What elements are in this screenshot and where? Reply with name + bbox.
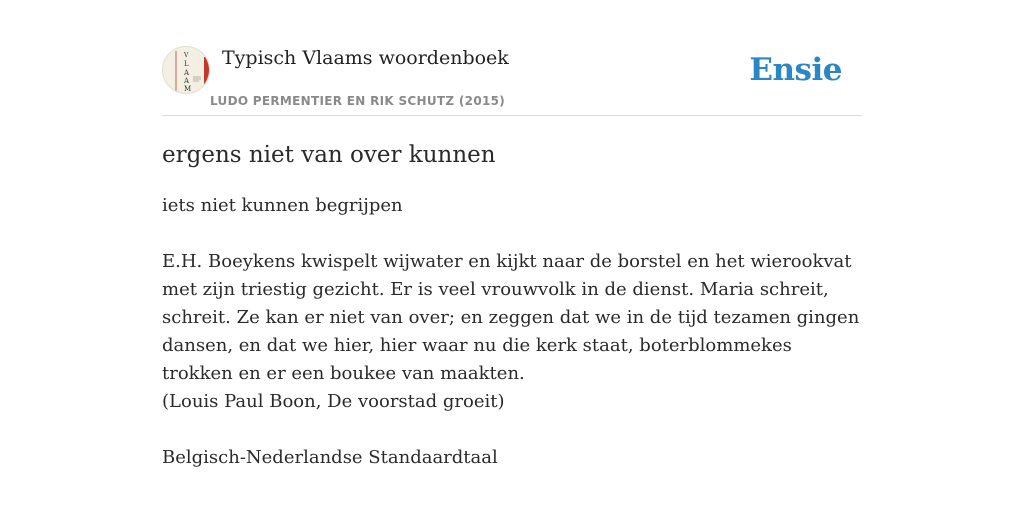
source-title[interactable]: Typisch Vlaams woordenboek <box>222 47 509 69</box>
source-authors: LUDO PERMENTIER EN RIK SCHUTZ (2015) <box>210 94 506 108</box>
definition-block <box>162 192 862 472</box>
headword: ergens niet van over kunnen <box>162 142 496 168</box>
register-label: Belgisch-Nederlandse Standaardtaal <box>162 447 498 468</box>
book-cover-image[interactable] <box>162 46 210 94</box>
example-citation: (Louis Paul Boon, De voorstad groeit) <box>162 391 505 412</box>
entry-page <box>162 0 862 468</box>
definition-text: iets niet kunnen begrijpen <box>162 195 403 216</box>
source-header <box>162 0 862 116</box>
svg-text:M: M <box>184 85 192 93</box>
example-quote: E.H. Boeykens kwispelt wijwater en kijkt naar de borstel en het wierookvat met zijn triestig gezicht. Er is veel vrouwvolk in de dienst. Maria schreit, schreit. Ze kan er niet van over; en zeggen dat we in de tijd tezamen gingen dansen, en dat we hier, hier waar nu die kerk staat, boterblommekes trokken en er een boukee van maakten. <box>162 251 860 384</box>
svg-text:A: A <box>184 69 190 77</box>
ensie-logo[interactable]: Ensie <box>749 52 842 88</box>
svg-text:V: V <box>184 52 189 59</box>
svg-text:L: L <box>184 60 189 68</box>
svg-text:A: A <box>184 77 190 85</box>
